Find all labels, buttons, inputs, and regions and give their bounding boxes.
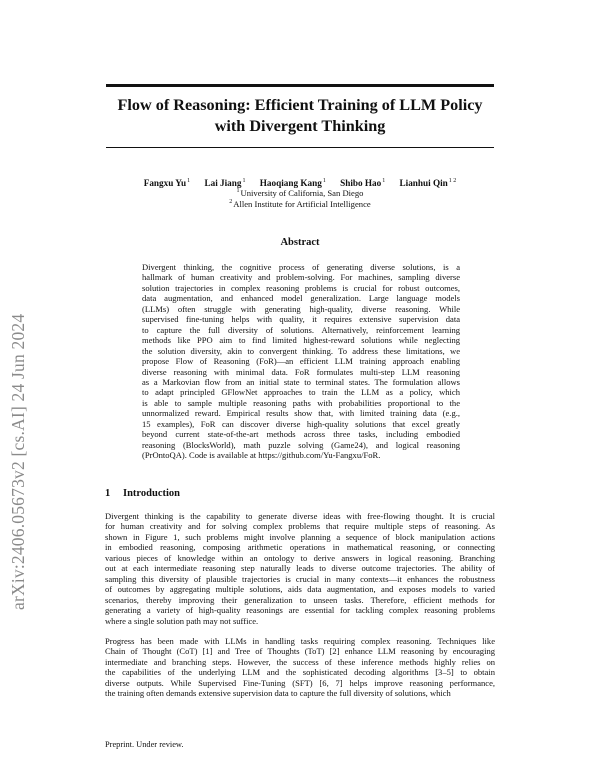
author: Shibo Hao$^1$: [340, 178, 386, 189]
title-line-2: with Divergent Thinking: [214, 117, 386, 135]
text-line: solution trajectories in complex reasoning problems is crucial for robust outcomes,: [142, 282, 460, 293]
section-heading: [105, 488, 180, 499]
text-line: diverse reasoning with minimal data. FoR formulates multi-step LLM reasoning: [142, 366, 460, 377]
text-line: out at each intermediate reasoning step naturally leads to diverse outcome trajectories. The ability of: [105, 563, 495, 574]
paper-title: [100, 95, 500, 137]
text-line: supervised fine-tuning helps with quality, it requires extensive supervision data: [142, 314, 460, 325]
author: Lianhui Qin$^{1 2}$: [399, 178, 457, 189]
text-line: the capabilities of the underlying LLM and the sophisticated decoding algorithms [3–5] to obtain: [105, 667, 495, 678]
author-list: [100, 178, 500, 188]
text-line: is able to sample multiple reasoning paths with probabilities proportional to the: [142, 397, 460, 408]
author: Haoqiang Kang$^1$: [259, 178, 326, 189]
text-line: diverse outputs. While Supervised Fine-Tuning (SFT) [6, 7] helps improve reasoning performance,: [105, 677, 495, 688]
arxiv-stamp: arXiv:2406.05673v2 [cs.AI] 24 Jun 2024: [8, 313, 28, 610]
text-line: for human creativity and for solving complex problems that require multiple steps of reasoning. As: [105, 521, 495, 532]
abstract-heading: Abstract: [280, 237, 320, 248]
author: Lai Jiang$^1$: [204, 178, 246, 189]
text-line: Chain of Thought (CoT) [1] and Tree of Thoughts (ToT) [2] enhance LLM reasoning by encouraging: [105, 646, 495, 657]
section-title: Introduction: [123, 488, 180, 499]
intro-paragraph-2: [105, 636, 495, 699]
text-line: shown in Figure 1, such problems might involve planning a sequence of block manipulation actions: [105, 531, 495, 542]
abstract-body: [142, 262, 460, 461]
text-line: propose Flow of Reasoning (FoR)—an efficient LLM training approach enabling: [142, 356, 460, 367]
text-line: intermediate and branching steps. However, the success of these inference methods highly relies on: [105, 656, 495, 667]
text-line: to capture the full diversity of solutions. Alternatively, reinforcement learning: [142, 324, 460, 335]
section-number: 1: [105, 488, 111, 499]
text-line: Divergent thinking is the capability to generate diverse ideas with free-flowing thought. It is crucial: [105, 511, 495, 521]
text-line: data augmentation, and enhanced model generalization. Large language models: [142, 293, 460, 304]
title-line-1: Flow of Reasoning: Efficient Training of LLM Policy: [117, 96, 483, 114]
title-top-rule: [106, 84, 494, 87]
text-line: scenarios, thereby improving their generalization to unseen tasks. Therefore, efficient methods for: [105, 594, 495, 605]
text-line: various pieces of knowledge within an ontology to derive answers in logical reasoning. Branching: [105, 552, 495, 563]
text-line: generating a variety of high-quality reasonings are essential for tackling complex reasoning problems: [105, 605, 495, 616]
text-line: sampling this diversity of plausible trajectories is crucial in many contexts—it enhances the robustness: [105, 573, 495, 584]
intro-paragraph-1: [105, 511, 495, 626]
text-line: methods like PPO aim to find limited highest-reward solutions while neglecting: [142, 335, 460, 346]
text-line: Divergent thinking, the cognitive process of generating diverse solutions, is a: [142, 262, 460, 272]
text-line: (PrOntoQA). Code is available at https://github.com/Yu-Fangxu/FoR.: [142, 450, 381, 461]
text-line: the solution diversity, akin to convergent thinking. To address these limitations, we: [142, 345, 460, 356]
text-line: as a Markovian flow from an initial state to terminal states. The formulation allows: [142, 376, 460, 387]
affiliation: $^1$University of California, San Diego: [236, 188, 364, 198]
text-line: hallmark of human creativity and problem-solving. For machines, sampling diverse: [142, 272, 460, 283]
text-line: in embodied reasoning, composing arithmetic operations in mathematical reasoning, or connecting: [105, 542, 495, 553]
text-line: of outcomes by aggregating multiple solutions, aids data augmentation, and exposes models to varied: [105, 584, 495, 595]
footer-note: Preprint. Under review.: [105, 740, 184, 749]
text-line: 15 examples), FoR can discover diverse high-quality solutions that excel greatly: [142, 418, 460, 429]
text-line: Progress has been made with LLMs in handling tasks requiring complex reasoning. Techniques like: [105, 636, 495, 646]
text-line: to adapt principled GFlowNet approaches to train the LLM as a policy, which: [142, 387, 460, 398]
title-bottom-rule: [106, 147, 494, 148]
author: Fangxu Yu$^1$: [143, 178, 191, 189]
text-line: the training often demands extensive supervision data to capture the full diversity of solutions, which: [105, 688, 451, 699]
text-line: beyond current state-of-the-art methods across three tasks, including embodied: [142, 429, 460, 440]
text-line: unnormalized reward. Empirical results show that, with limited training data (e.g.,: [142, 408, 460, 419]
text-line: where a single solution path may not suffice.: [105, 615, 259, 626]
text-line: (LLMs) often struggle with generating high-quality, diverse reasoning. While: [142, 303, 460, 314]
text-line: reasoning (BlocksWorld), math puzzle solving (Game24), and logical reasoning: [142, 439, 460, 450]
affiliation: $^2$Allen Institute for Artificial Intelligence: [229, 199, 371, 209]
